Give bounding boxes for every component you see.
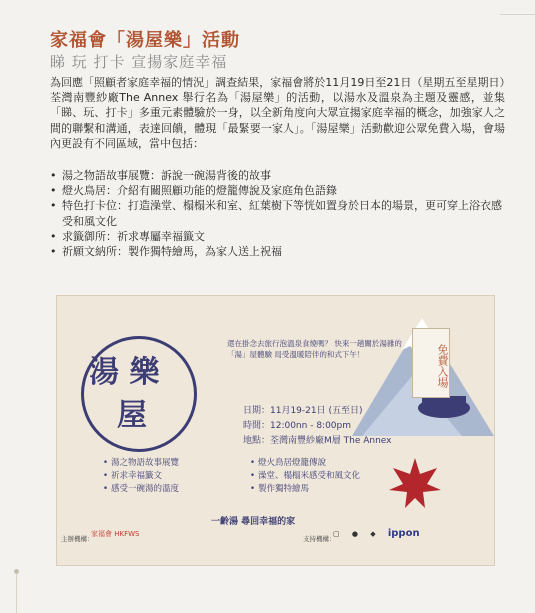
article-title: 家福會「湯屋樂」活動: [50, 30, 240, 51]
poster-item: • 感受一碗湯的溫度: [103, 483, 179, 496]
organizer-label: 主辦機構：: [61, 535, 94, 543]
page-tab: [500, 0, 535, 15]
poster-item: • 湯之物語故事展覽: [103, 457, 179, 470]
activity-list: [50, 168, 505, 259]
poster-item: • 製作獨特繪馬: [250, 483, 360, 496]
poster-tagline: 還在掛念去旅行泡溫泉食燒嗎？ 快來一趟關於湯雜的「湯」屋體驗 局受溫暖陪伴的和式下午！: [227, 339, 402, 359]
poster-slogan: 一齡湯 尋回幸福的家: [211, 517, 296, 527]
event-logo-line2: 屋: [117, 398, 147, 433]
free-entry-lantern: 免費入場: [412, 328, 450, 398]
event-logo-line1: 湯 樂: [89, 355, 160, 390]
event-date: 日期：11月19-21日 (五至日): [243, 406, 363, 416]
event-time: 時間：12:00nn - 8:00pm: [243, 421, 352, 431]
margin-line: [16, 574, 17, 613]
activity-item: • 求籤御所：祈求專屬幸福籤文: [50, 229, 505, 244]
activity-item: • 特色打卡位：打造澡堂、榻榻米和室、紅葉樹下等恍如置身於日本的場景，更可穿上浴衣感受和風文化: [50, 198, 505, 228]
poster-right-list: [250, 457, 360, 496]
activity-item: • 湯之物語故事展覽：訴說一碗湯背後的故事: [50, 168, 505, 183]
event-poster: [56, 295, 495, 566]
sponsor-logo-ippon: ippon: [387, 528, 420, 539]
article-subtitle: 睇 玩 打卡 宣揚家庭幸福: [50, 53, 228, 71]
sponsor-label: 支持機構：: [303, 535, 336, 543]
event-venue: 地點：荃灣南豐紗廠M層 The Annex: [243, 436, 392, 446]
organizer-logo: 家福會 HKFWS: [91, 530, 140, 538]
event-details: [243, 404, 392, 449]
sponsor-logo: ▢: [333, 530, 340, 538]
maple-leaf-icon: [387, 456, 443, 512]
sponsor-logo: ●: [351, 530, 358, 538]
activity-item: • 燈火鳥居：介紹有關照顧功能的燈籠傳說及家庭角色語錄: [50, 183, 505, 198]
poster-item: • 燈火鳥居燈籠傳說: [250, 457, 360, 470]
sponsor-logos: [333, 528, 430, 539]
sponsor-logo: ◆: [370, 530, 376, 538]
poster-item: • 澡堂、榻榻米感受和風文化: [250, 470, 360, 483]
poster-item: • 祈求幸福籤文: [103, 470, 179, 483]
article-intro: 為回應「照顧者家庭幸福的情況」調查結果，家福會將於11月19日至21日（星期五至星期日）荃灣南豐紗廠The Annex 舉行名為「湯屋樂」的活動，以湯水及溫泉為主題及靈感，並集「睇、玩、打卡」多重元素體驗於一身，以全新角度向大眾宣揚家庭幸福的概念，加強家人之間的聯繫和溝通，表達回饋，體現「最緊要一家人」。「湯屋樂」活動歡迎公眾免費入場，會場內更設有不同區域，當中包括：: [50, 76, 505, 150]
activity-item: • 祈願文納所：製作獨特繪馬，為家人送上祝福: [50, 244, 505, 259]
poster-left-list: [103, 457, 179, 496]
